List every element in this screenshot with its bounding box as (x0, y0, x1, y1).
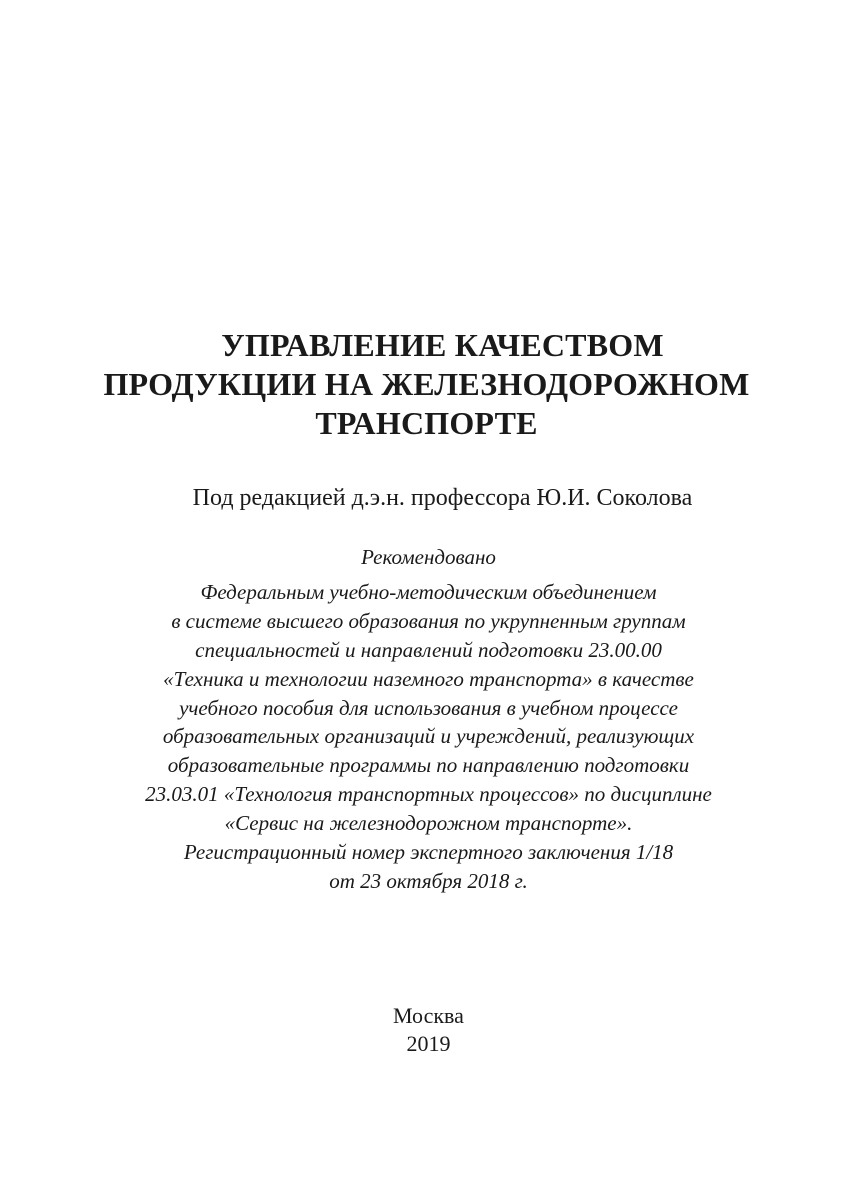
recommendation-line: Федеральным учебно-методическим объединением (200, 579, 657, 604)
recommendation-block (0, 543, 857, 896)
recommendation-line: в системе высшего образования по укрупненным группам (171, 608, 686, 633)
recommendation-line: 23.03.01 «Технология транспортных процессов» по дисциплине (145, 782, 712, 807)
book-title-line-1: УПРАВЛЕНИЕ КАЧЕСТВОМ (221, 327, 664, 363)
book-title-line-3: ТРАНСПОРТЕ (315, 405, 538, 441)
imprint (0, 1002, 857, 1058)
recommendation-heading: Рекомендовано (361, 545, 496, 569)
imprint-city: Москва (393, 1003, 464, 1028)
recommendation-line: от 23 октября 2018 г. (329, 868, 528, 893)
recommendation-line: «Техника и технологии наземного транспорта» в качестве (163, 666, 694, 691)
recommendation-line: образовательные программы по направлению подготовки (167, 753, 690, 778)
book-title (0, 326, 857, 443)
recommendation-line: «Сервис на железнодорожном транспорте». (224, 811, 633, 836)
imprint-year: 2019 (406, 1031, 451, 1056)
recommendation-line: образовательных организаций и учреждений, реализующих (162, 724, 695, 749)
recommendation-line: специальностей и направлений подготовки 23.00.00 (195, 637, 662, 662)
editor-credit: Под редакцией д.э.н. профессора Ю.И. Соколова (192, 485, 693, 511)
recommendation-line: Регистрационный номер экспертного заключения 1/18 (183, 840, 674, 865)
book-title-line-2: ПРОДУКЦИИ НА ЖЕЛЕЗНОДОРОЖНОМ (103, 366, 750, 402)
recommendation-line: учебного пособия для использования в учебном процессе (179, 695, 678, 720)
